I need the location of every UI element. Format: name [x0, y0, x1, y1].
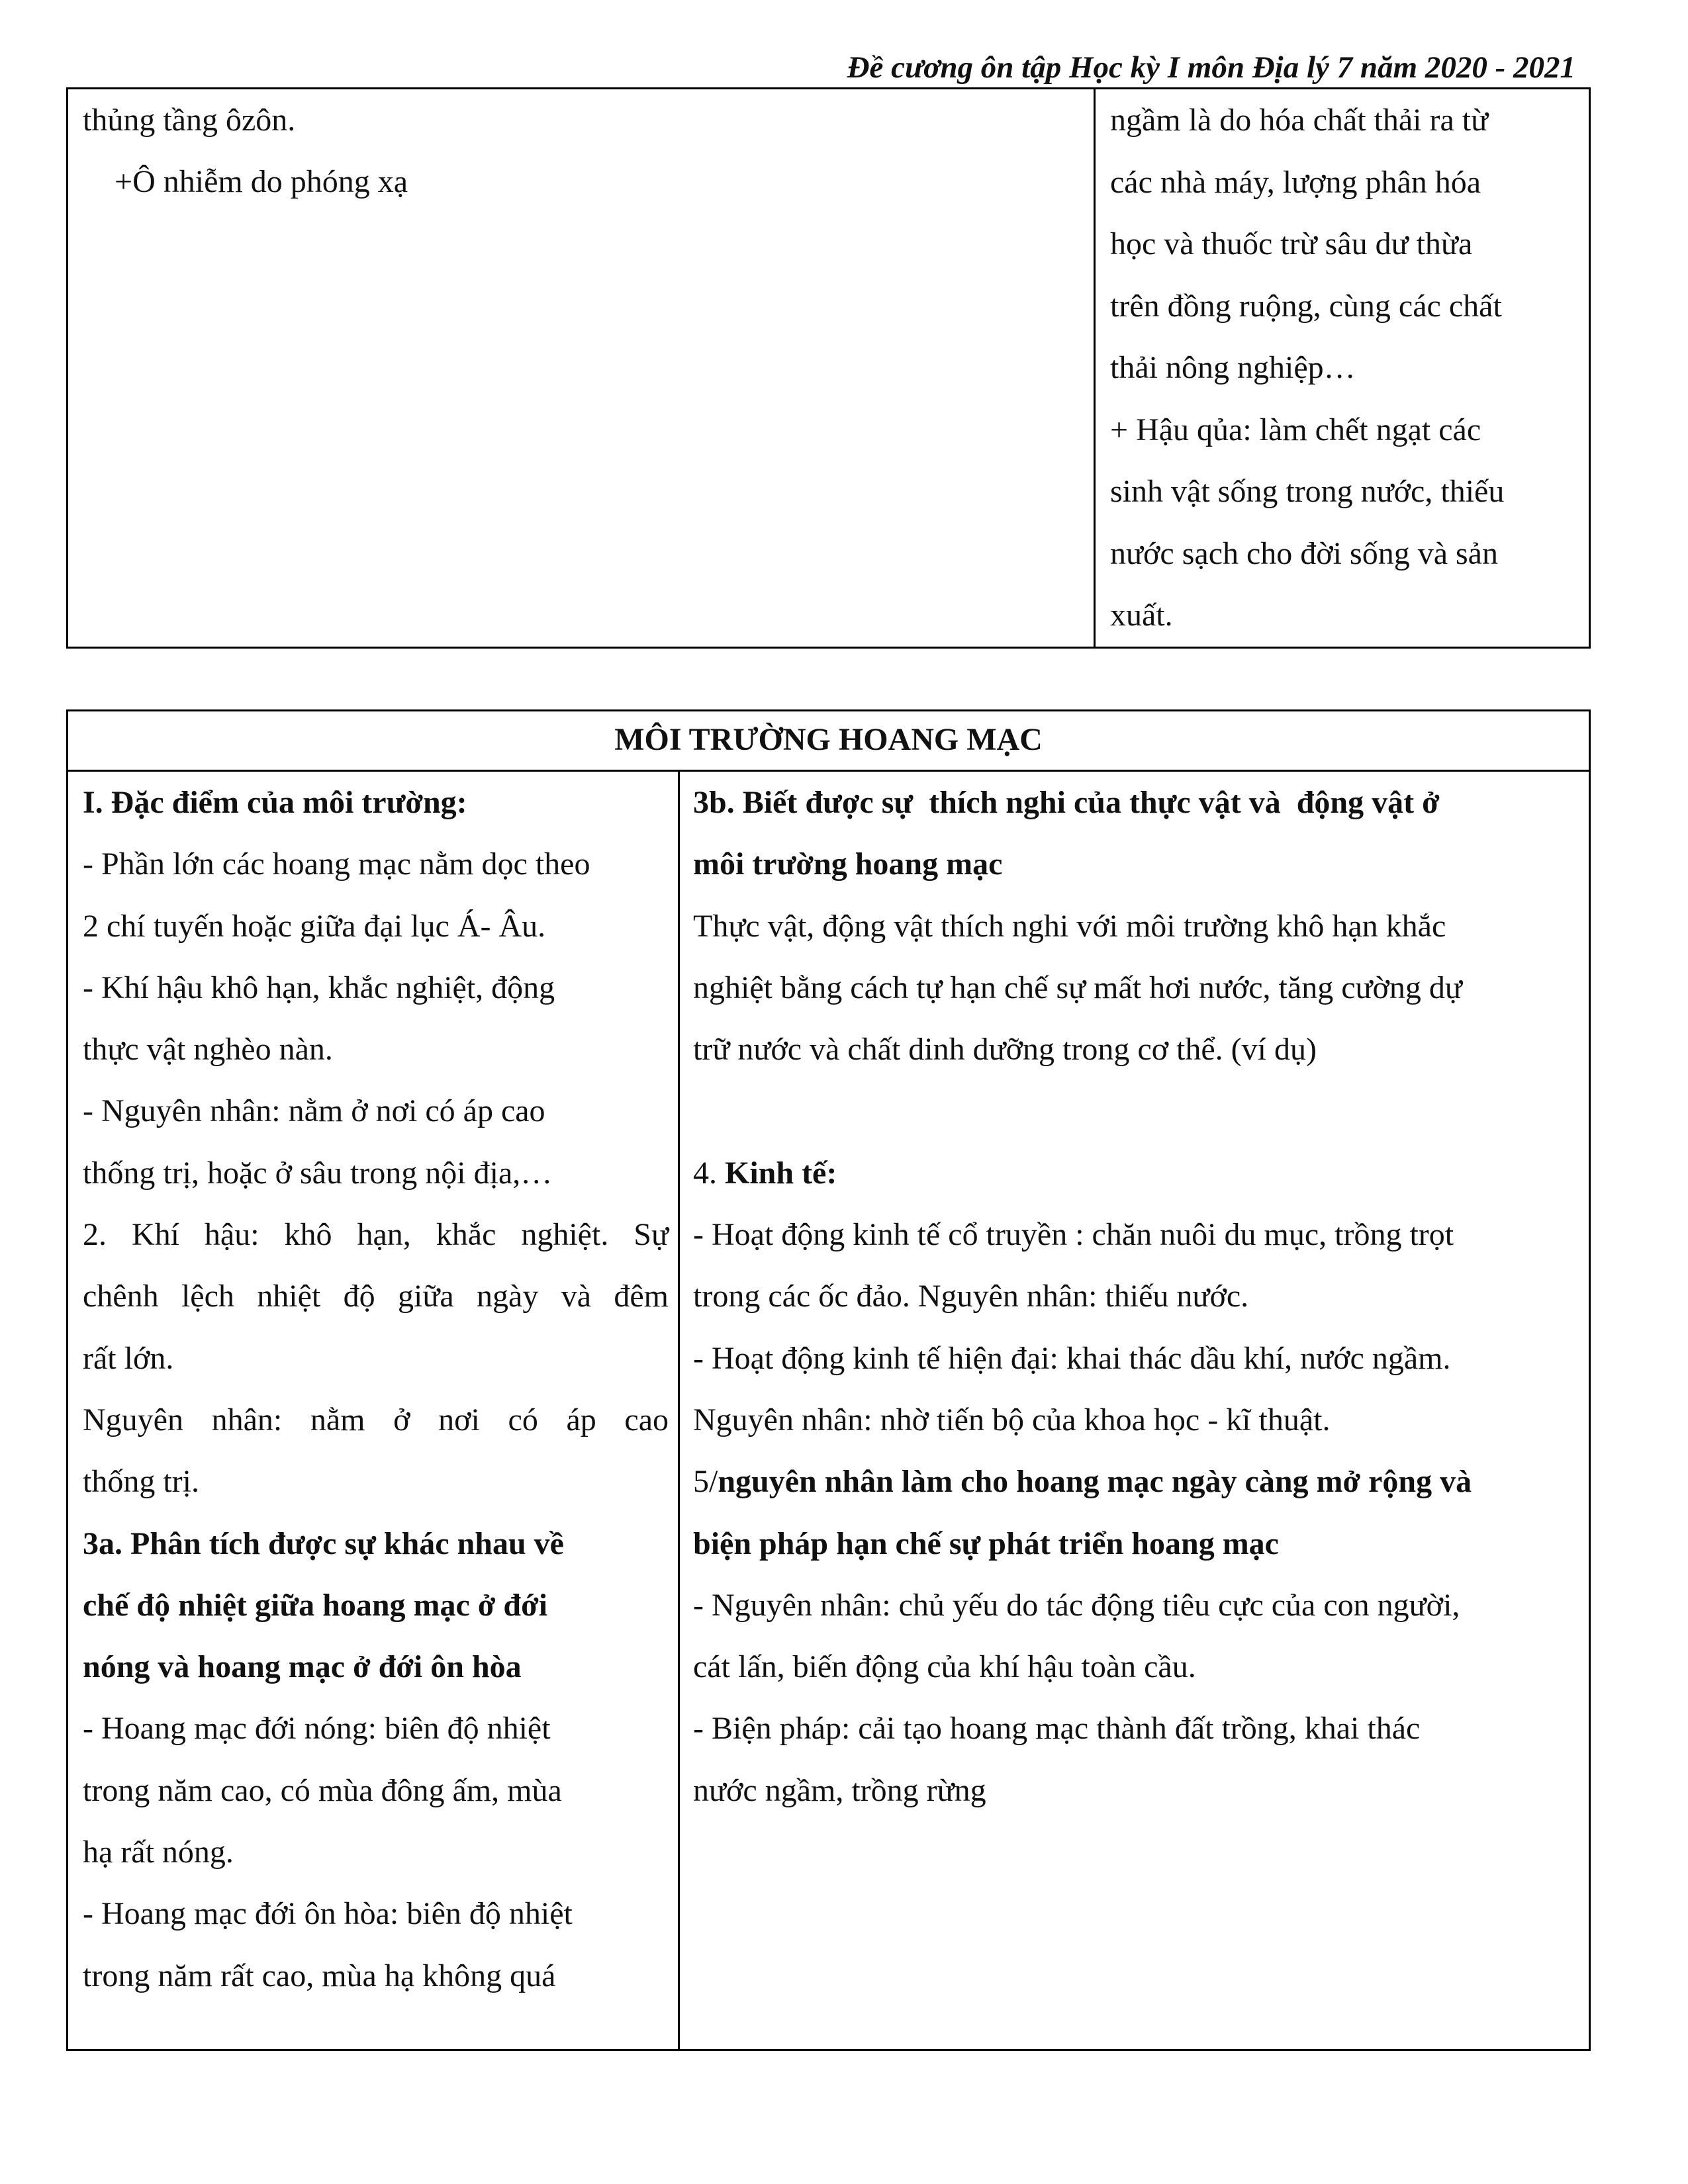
text-line: chênh lệch nhiệt độ giữa ngày và đêm: [83, 1279, 669, 1314]
text-line: cát lấn, biến động của khí hậu toàn cầu.: [693, 1649, 1196, 1685]
heading-text: Kinh tế:: [725, 1155, 837, 1191]
text-line: các nhà máy, lượng phân hóa: [1110, 164, 1481, 200]
blank-line: [693, 1080, 1579, 1142]
table-title-row: [68, 711, 1590, 771]
text-line: Thực vật, động vật thích nghi với môi trường khô hạn khắc: [693, 908, 1446, 944]
table-cell-right: [679, 771, 1590, 2050]
section-heading: biện pháp hạn chế sự phát triển hoang mạc: [693, 1525, 1279, 1561]
text-line: 2. Khí hậu: khô hạn, khắc nghiệt. Sự: [83, 1217, 669, 1253]
text-line: thủng tầng ôzôn.: [83, 103, 296, 138]
desert-environment-table: [66, 709, 1591, 2051]
text-line: trong năm cao, có mùa đông ấm, mùa: [83, 1772, 562, 1808]
table-row: [68, 771, 1590, 2050]
section-heading: chế độ nhiệt giữa hoang mạc ở đới: [83, 1587, 548, 1623]
text-line: nghiệt bằng cách tự hạn chế sự mất hơi nước, tăng cường dự: [693, 970, 1462, 1005]
text-line: trong năm rất cao, mùa hạ không quá: [83, 1958, 556, 1993]
text-line: ngầm là do hóa chất thải ra từ: [1110, 103, 1489, 138]
text-line: - Nguyên nhân: nằm ở nơi có áp cao: [83, 1093, 545, 1129]
text-line: trên đồng ruộng, cùng các chất: [1110, 288, 1502, 324]
text-line: học và thuốc trừ sâu dư thừa: [1110, 226, 1473, 261]
text-line: - Hoang mạc đới nóng: biên độ nhiệt: [83, 1711, 551, 1747]
text-line: xuất.: [1110, 598, 1173, 633]
document-header: Đề cương ôn tập Học kỳ I môn Địa lý 7 năm 2020 - 2021: [847, 50, 1575, 85]
text-line: nước ngầm, trồng rừng: [693, 1772, 986, 1808]
section-title: MÔI TRƯỜNG HOANG MẠC: [68, 711, 1590, 771]
section-heading: [693, 1142, 1579, 1204]
text-line: - Phần lớn các hoang mạc nằm dọc theo: [83, 846, 590, 882]
text-line: rất lớn.: [83, 1340, 174, 1376]
text-line: + Hậu qủa: làm chết ngạt các: [1110, 412, 1481, 447]
text-line: +Ô nhiễm do phóng xạ: [115, 164, 408, 199]
table-cell-right: [1095, 89, 1590, 648]
text-line: trong các ốc đảo. Nguyên nhân: thiếu nước.: [693, 1279, 1249, 1314]
text-line: 2 chí tuyến hoặc giữa đại lục Á- Âu.: [83, 908, 546, 944]
heading-number: 5/: [693, 1464, 718, 1500]
text-line: trữ nước và chất dinh dưỡng trong cơ thể. (ví dụ): [693, 1032, 1317, 1068]
table-cell-left: [68, 89, 1095, 648]
text-line: - Biện pháp: cải tạo hoang mạc thành đất trồng, khai thác: [693, 1711, 1421, 1747]
text-line: hạ rất nóng.: [83, 1835, 234, 1870]
section-heading: 3a. Phân tích được sự khác nhau về: [83, 1525, 564, 1561]
section-heading: 3b. Biết được sự thích nghi của thực vật và động vật ở: [693, 785, 1440, 820]
text-line: - Hoạt động kinh tế cổ truyền : chăn nuôi du mục, trồng trọt: [693, 1217, 1454, 1253]
heading-number: 4.: [693, 1155, 725, 1191]
text-line: nước sạch cho đời sống và sản: [1110, 535, 1498, 571]
table-cell-left: [68, 771, 679, 2050]
section-heading: [693, 1451, 1579, 1512]
text-line: - Hoạt động kinh tế hiện đại: khai thác dầu khí, nước ngầm.: [693, 1340, 1451, 1376]
section-heading: I. Đặc điểm của môi trường:: [83, 785, 467, 820]
text-line: - Nguyên nhân: chủ yếu do tác động tiêu cực của con người,: [693, 1587, 1460, 1623]
table-row: [68, 89, 1590, 648]
pollution-table: [66, 87, 1591, 649]
text-line: - Hoang mạc đới ôn hòa: biên độ nhiệt: [83, 1896, 573, 1932]
text-line: - Khí hậu khô hạn, khắc nghiệt, động: [83, 970, 555, 1005]
section-heading: nóng và hoang mạc ở đới ôn hòa: [83, 1649, 522, 1685]
text-line: thực vật nghèo nàn.: [83, 1032, 333, 1068]
heading-text: nguyên nhân làm cho hoang mạc ngày càng mở rộng và: [718, 1464, 1472, 1500]
section-heading: môi trường hoang mạc: [693, 846, 1003, 882]
text-line: Nguyên nhân: nhờ tiến bộ của khoa học - kĩ thuật.: [693, 1402, 1331, 1437]
text-line: thống trị, hoặc ở sâu trong nội địa,…: [83, 1155, 553, 1191]
text-line: thải nông nghiệp…: [1110, 350, 1356, 385]
text-line: thống trị.: [83, 1464, 199, 1500]
text-line: sinh vật sống trong nước, thiếu: [1110, 474, 1505, 509]
text-line: Nguyên nhân: nằm ở nơi có áp cao: [83, 1402, 669, 1437]
